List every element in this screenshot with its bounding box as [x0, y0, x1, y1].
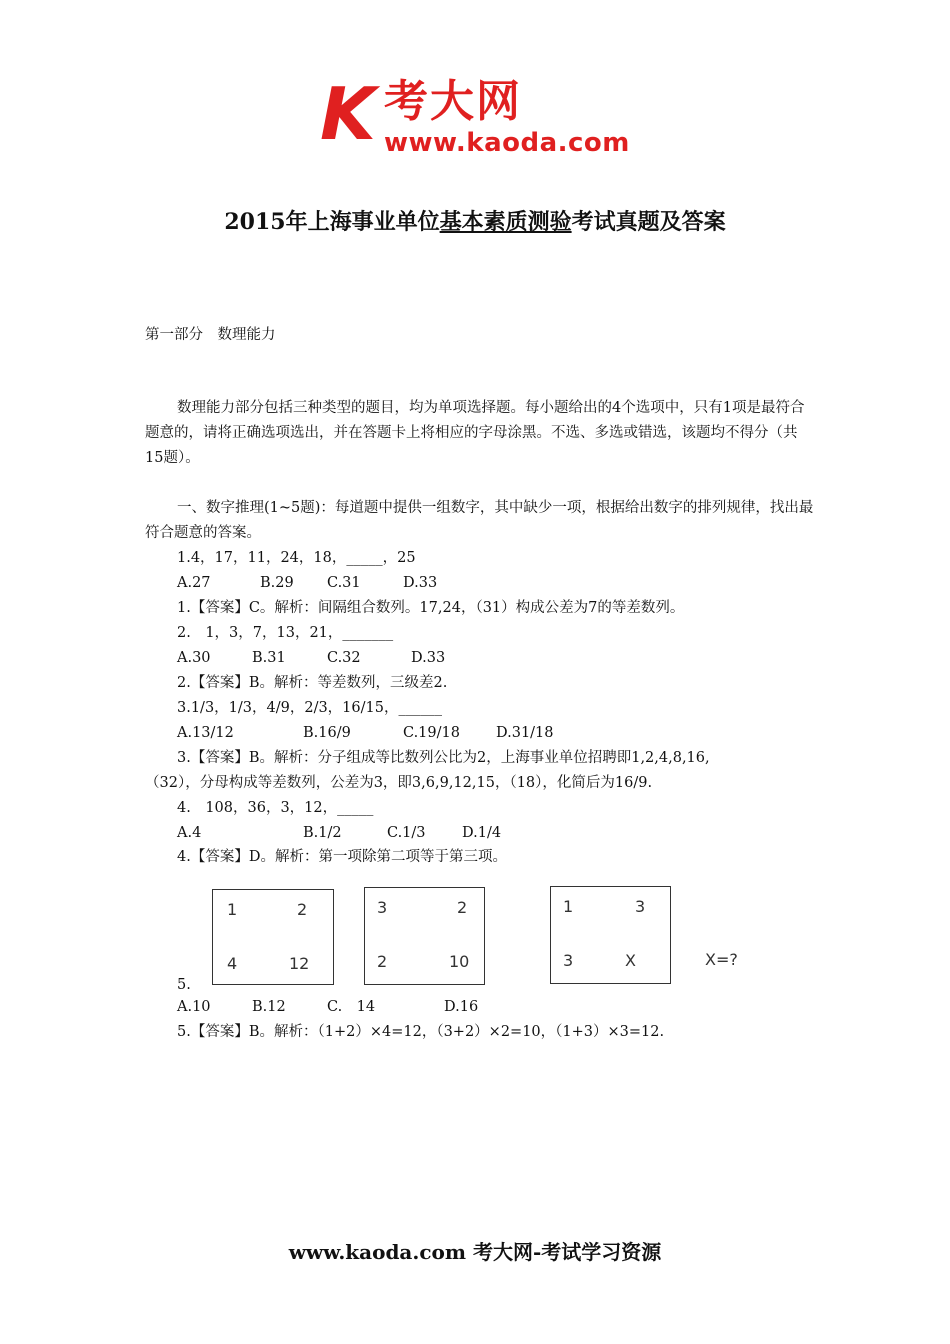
q3-answer-line2: （32），分母构成等差数列，公差为3，即3,6,9,12,15，（18），化简后为16/9. — [145, 775, 653, 791]
intro-paragraph: 数理能力部分包括三种类型的题目，均为单项选择题。每小题给出的4个选项中，只有1项是最符合题意的，请将正确选项选出，并在答题卡上将相应的字母涂黑。不选、多选或错选，该题均不得分（共15题）。 — [145, 400, 805, 466]
q5-options: A.10 B.12 C. 14 D.16 — [177, 999, 479, 1015]
kaoda-logo — [320, 72, 650, 158]
q2-options: A.30 B.31 C.32 D.33 — [177, 650, 446, 666]
q5-equation: X=? — [705, 950, 738, 969]
q1-question: 1.4，17，11，24，18，_____，25 — [177, 550, 416, 566]
q3-options: A.13/12 B.16/9 C.19/18 D.31/18 — [177, 725, 554, 741]
q1-options: A.27 B.29 C.31 D.33 — [177, 575, 438, 591]
q3-question: 3.1/3，1/3，4/9，2/3，16/15，______ — [177, 700, 442, 716]
q5-box-3: 1 3 3 X — [550, 886, 671, 984]
q4-options: A.4 B.1/2 C.1/3 D.1/4 — [177, 825, 502, 841]
q3-answer-line1: 3.【答案】B。解析：分子组成等比数列公比为2，上海事业单位招聘即1,2,4,8,16, — [177, 750, 710, 766]
q5-label: 5. — [177, 977, 191, 993]
q2-answer: 2.【答案】B。解析：等差数列，三级差2. — [177, 675, 448, 691]
q5-answer: 5.【答案】B。解析：（1+2）×4=12，（3+2）×2=10，（1+3）×3=12. — [177, 1024, 665, 1040]
logo-k-mark: K — [320, 72, 376, 156]
q5-box-1: 1 2 4 12 — [212, 889, 334, 985]
footer: www.kaoda.com 考大网-考试学习资源 — [288, 1240, 662, 1264]
logo-url: www.kaoda.com — [384, 128, 630, 158]
document-title: 2015年上海事业单位基本素质测验考试真题及答案 — [224, 209, 726, 235]
part1-instructions: 一、数字推理(1~5题)：每道题中提供一组数字，其中缺少一项，根据给出数字的排列规律，找出最符合题意的答案。 — [145, 500, 814, 541]
q5-box-2: 3 2 2 10 — [364, 887, 485, 985]
q4-answer: 4.【答案】D。解析：第一项除第二项等于第三项。 — [177, 849, 507, 865]
title-link[interactable]: 基本素质测验 — [439, 209, 572, 235]
logo-chinese-name: 考大网 — [384, 76, 522, 127]
q1-answer: 1.【答案】C。解析：间隔组合数列。17,24，（31）构成公差为7的等差数列。 — [177, 600, 685, 616]
section-heading: 第一部分 数理能力 — [145, 327, 276, 343]
q4-question: 4. 108，36，3，12，_____ — [177, 800, 374, 816]
q2-question: 2. 1，3，7，13，21，_______ — [177, 625, 394, 641]
